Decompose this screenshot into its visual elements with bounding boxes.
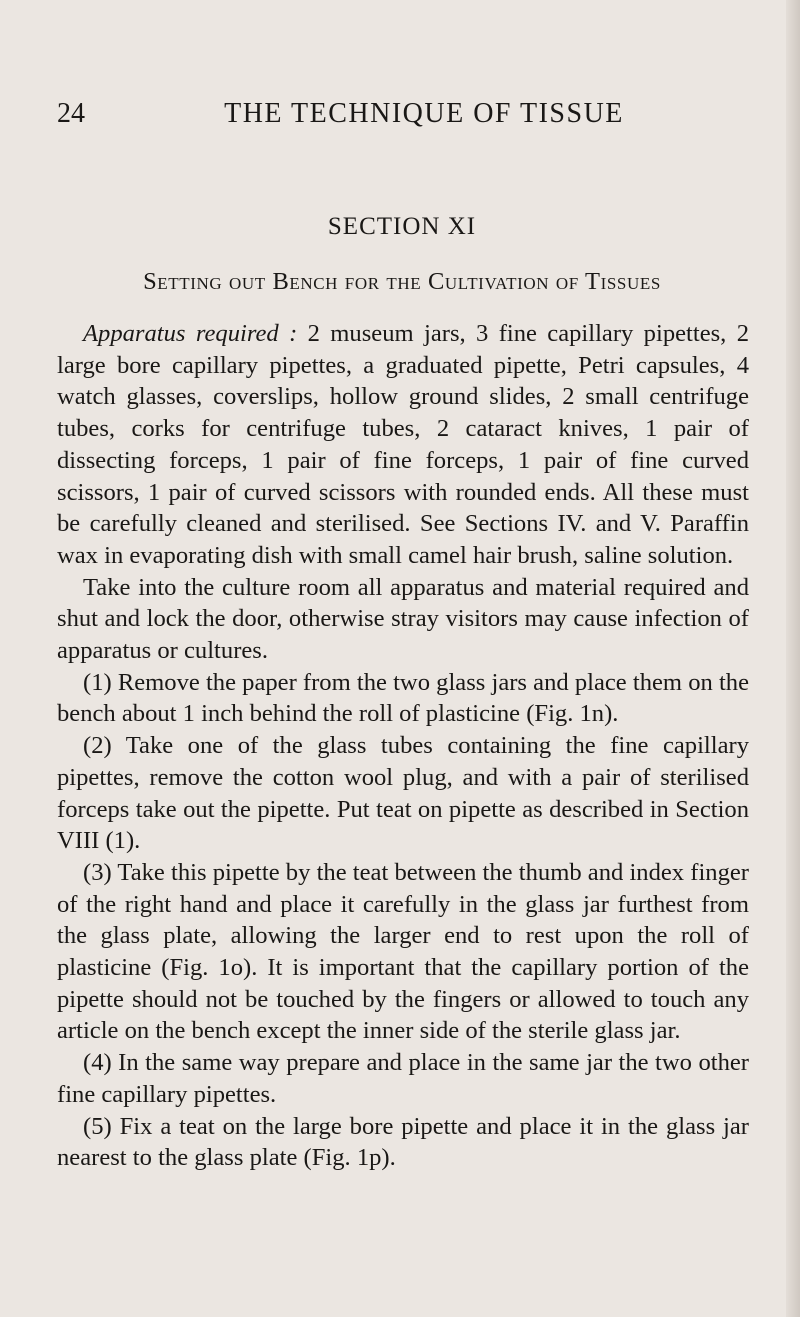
apparatus-label: Apparatus required :	[83, 320, 298, 347]
apparatus-text: 2 museum jars, 3 fine capillary pipettes, 2 large bore capillary pipettes, a graduated pipette, Petri capsules, 4 watch glasses, coverslips, hollow ground slides, 2 small centrifuge tubes, corks for centrifuge tubes, 2 cataract knives, 1 pair of dissecting forceps, 1 pair of fine forceps, 1 pair of fine curved scissors, 1 pair of curved scissors with rounded ends. All these must be carefully cleaned and sterilised. See Sections IV. and V. Paraffin wax in evaporating dish with small camel hair brush, saline solution.	[57, 320, 749, 569]
running-head	[57, 94, 747, 134]
section-label: SECTION XI	[327, 213, 477, 240]
running-title: THE TECHNIQUE OF TISSUE	[224, 98, 624, 129]
paragraph-step-2: (2) Take one of the glass tubes containing the fine capillary pipettes, remove the cotton wool plug, and with a pair of sterilised forceps take out the pipette. Put teat on pipette as described in Section VIII (1).	[57, 732, 749, 855]
page-edge	[786, 0, 800, 1317]
paragraph-step-4: (4) In the same way prepare and place in the same jar the two other fine capillary pipettes.	[57, 1049, 749, 1108]
section-title: Setting out Bench for the Cultivation of Tissues	[143, 268, 661, 295]
paragraph-step-1: (1) Remove the paper from the two glass jars and place them on the bench about 1 inch behind the roll of plasticine (Fig. 1n).	[57, 668, 749, 728]
body-text	[57, 318, 749, 1174]
paragraph-apparatus	[57, 318, 749, 572]
page-number: 24	[57, 98, 85, 129]
paragraph-culture-room: Take into the culture room all apparatus and material required and shut and lock the door, otherwise stray visitors may cause infection of apparatus or cultures.	[57, 573, 749, 665]
paragraph-step-5: (5) Fix a teat on the large bore pipette and place it in the glass jar nearest to the glass plate (Fig. 1p).	[57, 1112, 749, 1172]
paragraph-step-3: (3) Take this pipette by the teat between the thumb and index finger of the right hand and place it carefully in the glass jar furthest from the glass plate, allowing the larger end to rest upon the roll of plasticine (Fig. 1o). It is important that the capillary portion of the pipette should not be touched by the fingers or allowed to touch any article on the bench except the inner side of the sterile glass jar.	[57, 858, 749, 1045]
